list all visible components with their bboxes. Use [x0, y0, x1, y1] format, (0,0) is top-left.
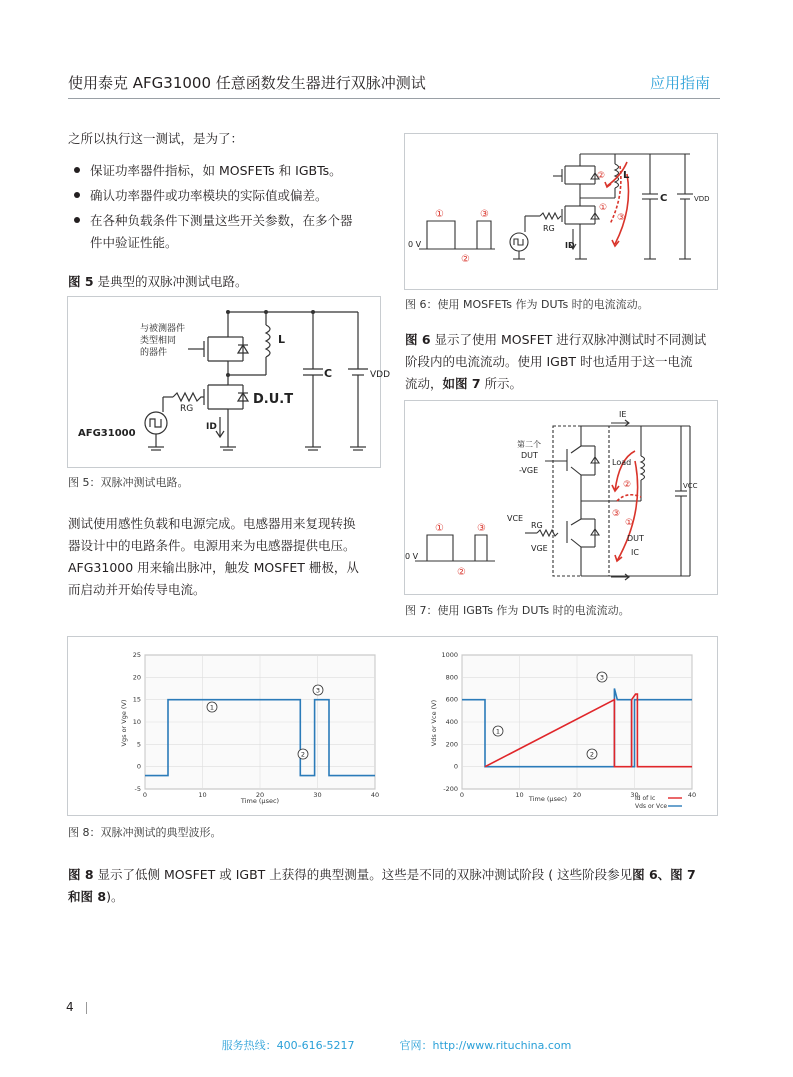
- fig7-label-rg: RG: [531, 521, 543, 530]
- fig5-caption: 图 5：双脉冲测试电路。: [68, 476, 189, 489]
- fig5-label-C: C: [324, 367, 333, 380]
- fig5-label-same-line2: 类型相同: [140, 336, 177, 346]
- fig5-intro: 图 5 是典型的双脉冲测试电路。: [68, 274, 248, 289]
- fig7-label-dut: DUT: [627, 534, 644, 543]
- fig7-label-vcc: VCC: [683, 482, 698, 490]
- fig6-label-C: C: [660, 193, 668, 204]
- left-marker-1: 1: [209, 703, 215, 712]
- fig6-marker-3b: ③: [617, 213, 626, 223]
- right-ytick: 200: [445, 740, 458, 749]
- left-xtick: 20: [255, 791, 265, 799]
- left-ytick: -5: [134, 785, 141, 793]
- fig6-label-L: L: [623, 170, 630, 181]
- fig6-marker-2b: ②: [597, 171, 606, 181]
- legend-id: Id of Ic: [635, 795, 656, 802]
- fig7-label-vge: VGE: [531, 544, 548, 553]
- left-ytick: 10: [132, 718, 141, 726]
- fig7-circuit-diagram: [405, 401, 717, 594]
- fig8-waveform-charts: [68, 637, 717, 815]
- fig7-label-second: 第二个: [517, 440, 541, 449]
- right-ylabel: Vds or Vce (V): [430, 699, 438, 747]
- right-ytick: 800: [445, 673, 458, 682]
- body-paragraph-3: 图 8 显示了低侧 MOSFET 或 IGBT 上获得的典型测量。这些是不同的双脉冲测试阶段 ( 这些阶段参见图 6、图 7 和图 8)。: [68, 867, 696, 904]
- fig5-label-afg: AFG31000: [78, 428, 136, 439]
- fig6-label-rg: RG: [543, 224, 555, 233]
- fig6-circuit-diagram: [405, 134, 717, 289]
- fig7-caption: 图 7：使用 IGBTs 作为 DUTs 时的电流流动。: [405, 604, 630, 617]
- right-xtick: 20: [572, 791, 582, 799]
- right-marker-3: 3: [599, 673, 605, 682]
- right-marker-1: 1: [495, 727, 501, 736]
- left-ytick: 15: [132, 695, 141, 704]
- right-xtick: 0: [459, 791, 465, 799]
- fig5-label-vdd: VDD: [370, 370, 391, 380]
- fig7-label-vge-top: -VGE: [519, 466, 539, 475]
- fig6-label-vdd: VDD: [694, 195, 710, 203]
- fig5-label-same-line3: 的器件: [140, 348, 168, 358]
- fig8-box: [67, 636, 718, 816]
- footer: [0, 1037, 793, 1053]
- list-item: 保证功率器件指标，如 MOSFETs 和 IGBTs。: [74, 160, 394, 182]
- fig7-marker-1b: ①: [625, 518, 634, 528]
- fig6-label-zero: 0 V: [408, 240, 422, 249]
- right-xlabel: Time (μsec): [528, 795, 568, 803]
- fig6-box: [404, 133, 718, 290]
- fig6-marker-3: ③: [480, 209, 489, 220]
- left-xtick: 0: [142, 791, 148, 799]
- fig6-label-id: ID: [565, 241, 575, 250]
- fig5-label-rg: RG: [180, 404, 194, 414]
- left-xtick: 30: [313, 791, 322, 799]
- fig6-marker-1b: ①: [599, 203, 608, 213]
- fig7-box: [404, 400, 718, 595]
- fig5-box: [67, 296, 391, 468]
- left-xlabel: Time (μsec): [240, 797, 280, 805]
- left-ytick: 25: [132, 651, 141, 659]
- fig7-label-dut-top: DUT: [521, 451, 538, 460]
- footer-site[interactable]: 官网：http://www.rituchina.com: [399, 1039, 572, 1052]
- list-item: 确认功率器件或功率模块的实际值或偏差。: [74, 185, 394, 207]
- fig5-circuit-diagram: [68, 297, 391, 467]
- fig8-caption: 图 8：双脉冲测试的典型波形。: [68, 826, 222, 839]
- left-ytick: 0: [136, 762, 141, 771]
- left-marker-3: 3: [315, 686, 321, 695]
- page-header-title: 使用泰克 AFG31000 任意函数发生器进行双脉冲测试: [68, 74, 426, 92]
- fig7-marker-2b: ②: [623, 480, 632, 490]
- fig6-marker-2: ②: [461, 254, 470, 265]
- fig5-label-L: L: [278, 333, 286, 346]
- body-paragraph-1: 测试使用感性负载和电源完成。电感器用来复现转换 器设计中的电路条件。电源用来为电感器提供电压。 AFG31000 用来输出脉冲，触发 MOSFET 栅极，从 而启动并开始传导电流。: [68, 516, 359, 597]
- right-xtick: 40: [687, 791, 697, 799]
- right-ytick: 400: [445, 718, 458, 726]
- fig7-label-ic: IC: [631, 548, 639, 557]
- fig7-label-ie: IE: [619, 410, 627, 419]
- fig5-label-id: ID: [206, 422, 217, 432]
- right-ytick: -200: [443, 785, 458, 793]
- right-ytick: 1000: [441, 651, 458, 659]
- fig6-marker-1: ①: [435, 209, 444, 220]
- page-number-divider: [86, 1002, 87, 1014]
- fig7-marker-3b: ③: [612, 509, 621, 519]
- list-item-continued: 件中验证性能。: [90, 235, 178, 250]
- fig7-marker-1: ①: [435, 523, 444, 534]
- footer-hotline: 服务热线：400-616-5217: [221, 1039, 355, 1052]
- left-ylabel: Vgs or Vge (V): [120, 699, 128, 747]
- right-xtick: 30: [630, 791, 639, 799]
- fig7-marker-3: ③: [477, 523, 486, 534]
- body-paragraph-2: 图 6 显示了使用 MOSFET 进行双脉冲测试时不同测试 阶段内的电流流动。使用 IGBT 时也适用于这一电流 流动，如图 7 所示。: [405, 332, 707, 391]
- fig5-label-same-line1: 与被测器件: [140, 324, 186, 334]
- left-ytick: 20: [132, 673, 141, 682]
- right-ytick: 0: [453, 762, 458, 771]
- legend-vds: Vds or Vce: [635, 803, 668, 810]
- header-divider: [68, 98, 720, 99]
- left-xtick: 10: [198, 791, 207, 799]
- right-ytick: 600: [445, 695, 458, 704]
- bullet-list: [74, 160, 394, 254]
- fig7-label-load: Load: [612, 458, 632, 467]
- page-number: 4: [66, 1000, 74, 1014]
- left-xtick: 40: [370, 791, 380, 799]
- fig6-caption: 图 6：使用 MOSFETs 作为 DUTs 时的电流流动。: [405, 298, 649, 311]
- list-item: 在各种负载条件下测量这些开关参数，在多个器: [74, 210, 394, 232]
- intro-lead: 之所以执行这一测试，是为了：: [68, 131, 244, 146]
- right-xtick: 10: [515, 791, 524, 799]
- page-header-tag: 应用指南: [650, 74, 711, 92]
- fig5-label-dut: D.U.T: [253, 392, 294, 407]
- right-marker-2: 2: [589, 750, 595, 759]
- left-ytick: 5: [136, 740, 141, 749]
- fig7-marker-2: ②: [457, 567, 466, 578]
- fig7-label-zero: 0 V: [405, 552, 419, 561]
- left-marker-2: 2: [300, 750, 306, 759]
- fig7-label-vce: VCE: [507, 514, 524, 523]
